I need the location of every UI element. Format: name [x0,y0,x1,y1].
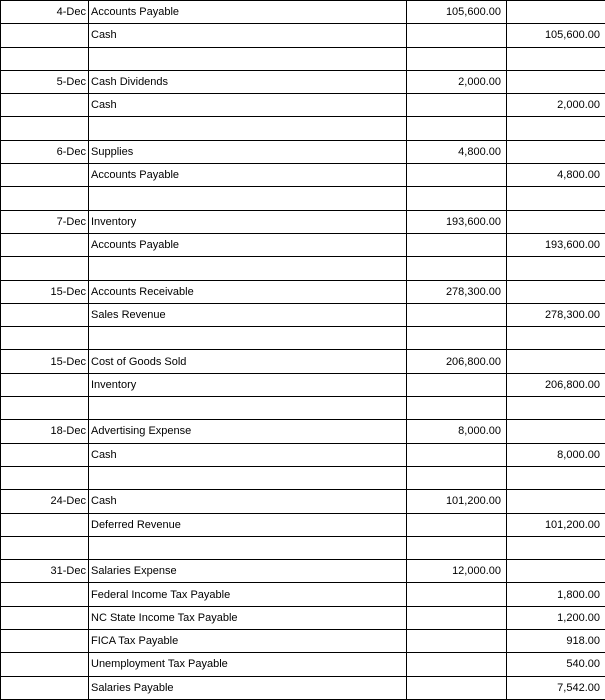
entry-date-cell [1,513,89,536]
empty-cell [1,536,89,559]
empty-cell [89,117,407,140]
journal-body [1,1,605,700]
credit-account-cell: Cash [89,443,407,466]
empty-cell [407,47,507,70]
debit-amount-cell [407,443,507,466]
credit-amount-cell: 7,542.00 [507,676,605,699]
entry-date-cell: 18-Dec [1,420,89,443]
credit-amount-cell [507,70,605,93]
credit-amount-cell [507,1,605,24]
empty-cell [507,117,605,140]
empty-cell [89,47,407,70]
empty-cell [407,257,507,280]
entry-date-cell [1,676,89,699]
entry-date-cell [1,653,89,676]
spacer-row [1,187,605,210]
credit-amount-cell: 1,800.00 [507,583,605,606]
entry-date-cell [1,583,89,606]
empty-cell [89,327,407,350]
journal-row [1,24,605,47]
debit-account-cell: Cash [89,490,407,513]
journal-row [1,676,605,699]
empty-cell [1,466,89,489]
debit-account-cell: Inventory [89,210,407,233]
credit-amount-cell [507,420,605,443]
journal-row [1,280,605,303]
empty-cell [507,257,605,280]
credit-account-cell: Accounts Payable [89,233,407,256]
journal-row [1,233,605,256]
credit-account-cell: Salaries Payable [89,676,407,699]
debit-amount-cell [407,233,507,256]
entry-date-cell: 31-Dec [1,560,89,583]
empty-cell [1,397,89,420]
entry-date-cell [1,24,89,47]
empty-cell [1,117,89,140]
debit-amount-cell [407,164,507,187]
debit-amount-cell: 4,800.00 [407,140,507,163]
debit-amount-cell: 278,300.00 [407,280,507,303]
credit-amount-cell: 105,600.00 [507,24,605,47]
debit-amount-cell: 101,200.00 [407,490,507,513]
journal-row [1,630,605,653]
journal-row [1,490,605,513]
journal-row [1,70,605,93]
empty-cell [1,327,89,350]
debit-amount-cell [407,583,507,606]
debit-amount-cell [407,24,507,47]
credit-account-cell: FICA Tax Payable [89,630,407,653]
credit-account-cell: Sales Revenue [89,303,407,326]
credit-account-cell: Inventory [89,373,407,396]
credit-amount-cell: 2,000.00 [507,94,605,117]
spacer-row [1,257,605,280]
empty-cell [89,397,407,420]
empty-cell [89,257,407,280]
credit-account-cell: Cash [89,94,407,117]
debit-amount-cell: 2,000.00 [407,70,507,93]
empty-cell [89,187,407,210]
debit-account-cell: Accounts Receivable [89,280,407,303]
debit-amount-cell [407,303,507,326]
empty-cell [407,327,507,350]
empty-cell [407,466,507,489]
entry-date-cell [1,443,89,466]
debit-amount-cell: 8,000.00 [407,420,507,443]
empty-cell [507,397,605,420]
credit-amount-cell: 8,000.00 [507,443,605,466]
credit-amount-cell: 1,200.00 [507,606,605,629]
credit-amount-cell [507,560,605,583]
credit-amount-cell [507,350,605,373]
empty-cell [407,187,507,210]
credit-amount-cell: 101,200.00 [507,513,605,536]
debit-amount-cell [407,373,507,396]
credit-amount-cell: 918.00 [507,630,605,653]
entry-date-cell [1,606,89,629]
empty-cell [407,117,507,140]
spacer-row [1,536,605,559]
entry-date-cell [1,630,89,653]
entry-date-cell: 6-Dec [1,140,89,163]
entry-date-cell: 15-Dec [1,280,89,303]
entry-date-cell: 24-Dec [1,490,89,513]
empty-cell [89,466,407,489]
journal-row [1,164,605,187]
journal-row [1,420,605,443]
journal-row [1,210,605,233]
journal-row [1,583,605,606]
journal-row [1,513,605,536]
debit-account-cell: Supplies [89,140,407,163]
credit-account-cell: Cash [89,24,407,47]
credit-amount-cell: 278,300.00 [507,303,605,326]
credit-amount-cell [507,210,605,233]
journal-row [1,443,605,466]
credit-account-cell: NC State Income Tax Payable [89,606,407,629]
empty-cell [507,187,605,210]
empty-cell [507,327,605,350]
credit-amount-cell [507,140,605,163]
entry-date-cell [1,373,89,396]
credit-amount-cell: 4,800.00 [507,164,605,187]
debit-amount-cell: 105,600.00 [407,1,507,24]
debit-amount-cell: 206,800.00 [407,350,507,373]
entry-date-cell: 7-Dec [1,210,89,233]
credit-account-cell: Accounts Payable [89,164,407,187]
journal-row [1,140,605,163]
debit-account-cell: Cost of Goods Sold [89,350,407,373]
entry-date-cell [1,303,89,326]
debit-amount-cell: 193,600.00 [407,210,507,233]
credit-amount-cell: 540.00 [507,653,605,676]
empty-cell [89,536,407,559]
entry-date-cell [1,164,89,187]
debit-account-cell: Salaries Expense [89,560,407,583]
credit-amount-cell [507,280,605,303]
journal-row [1,303,605,326]
journal-row [1,606,605,629]
journal-row [1,350,605,373]
entry-date-cell [1,94,89,117]
spacer-row [1,327,605,350]
debit-account-cell: Cash Dividends [89,70,407,93]
empty-cell [1,257,89,280]
entry-date-cell: 5-Dec [1,70,89,93]
credit-amount-cell [507,490,605,513]
debit-amount-cell [407,676,507,699]
journal-row [1,653,605,676]
journal-row [1,94,605,117]
spacer-row [1,466,605,489]
debit-amount-cell [407,606,507,629]
empty-cell [507,466,605,489]
credit-account-cell: Unemployment Tax Payable [89,653,407,676]
spacer-row [1,397,605,420]
journal-row [1,373,605,396]
credit-amount-cell: 193,600.00 [507,233,605,256]
debit-amount-cell: 12,000.00 [407,560,507,583]
empty-cell [507,536,605,559]
credit-account-cell: Deferred Revenue [89,513,407,536]
empty-cell [407,397,507,420]
entry-date-cell: 4-Dec [1,1,89,24]
credit-account-cell: Federal Income Tax Payable [89,583,407,606]
empty-cell [407,536,507,559]
debit-account-cell: Advertising Expense [89,420,407,443]
debit-amount-cell [407,513,507,536]
entry-date-cell [1,233,89,256]
debit-amount-cell [407,630,507,653]
debit-amount-cell [407,94,507,117]
empty-cell [1,187,89,210]
journal-row [1,1,605,24]
debit-amount-cell [407,653,507,676]
spacer-row [1,117,605,140]
empty-cell [507,47,605,70]
debit-account-cell: Accounts Payable [89,1,407,24]
credit-amount-cell: 206,800.00 [507,373,605,396]
journal-row [1,560,605,583]
spacer-row [1,47,605,70]
empty-cell [1,47,89,70]
entry-date-cell: 15-Dec [1,350,89,373]
